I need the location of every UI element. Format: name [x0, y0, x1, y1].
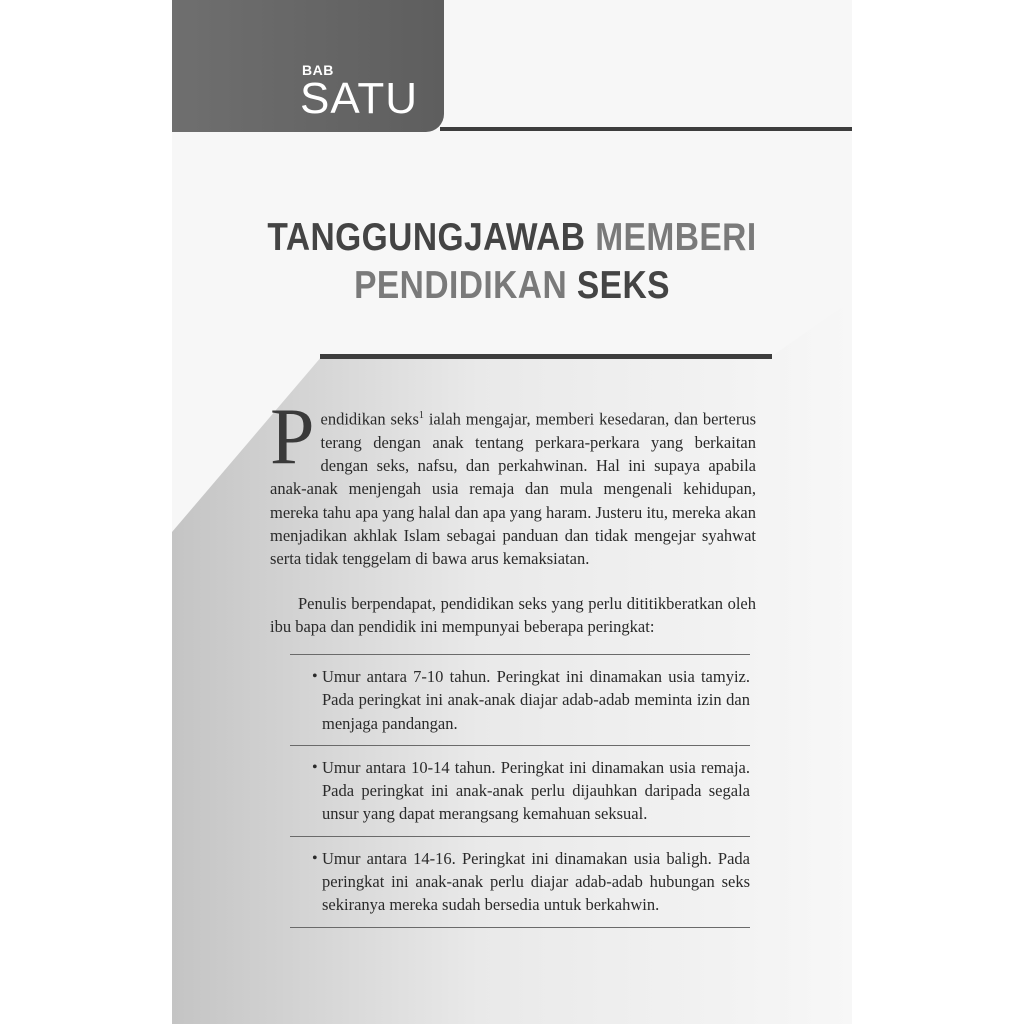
chapter-label-big: SATU: [300, 74, 419, 123]
chapter-label-small: BAB: [302, 62, 334, 78]
stage-text: Umur antara 14-16. Peringkat ini dinamakan usia baligh. Pada peringkat ini anak-anak perlu diajar adab-adab hubungan seks sekiranya mereka sudah bersedia untuk berkahwin.: [322, 848, 750, 915]
second-paragraph: Penulis berpendapat, pendidikan seks yang perlu dititikberatkan oleh ibu bapa dan pendidik ini mempunyai beberapa peringkat:: [270, 593, 756, 636]
bullet-icon: •: [312, 758, 318, 776]
bullet-icon: •: [312, 668, 318, 685]
list-item: [290, 655, 750, 745]
intro-text-rest: ialah mengajar, memberi kesedaran, dan berterus terang dengan anak tentang perkara-perkara yang berkaitan dengan seks, nafsu, dan perkahwinan. Hal ini supaya apabila anak-anak menjengah usia remaja dan mula mengenali kehidupan, mereka tahu apa yang halal dan apa yang haram. Justeru itu, mereka akan menjadikan akhlak Islam sebagai panduan dan tidak mengejar syahwat serta tidak tenggelam di bawa arus kemaksiatan.: [270, 409, 757, 569]
book-page: [172, 0, 852, 1024]
chapter-title: [220, 214, 805, 310]
list-item: [290, 746, 750, 836]
intro-paragraph: [270, 393, 757, 571]
bullet-icon: •: [312, 849, 318, 867]
header-rule: [440, 127, 852, 131]
title-part-1: TANGGUNGJAWAB: [267, 216, 586, 259]
drop-cap: P: [270, 393, 315, 481]
stage-text: Umur antara 7-10 tahun. Peringkat ini dinamakan usia tamyiz. Pada peringkat ini anak-anak diajar adab-adab meminta izin dan menjaga pandangan.: [322, 667, 750, 733]
title-part-2: MEMBERI: [595, 216, 757, 259]
section-rule: [320, 354, 772, 359]
stage-text: Umur antara 10-14 tahun. Peringkat ini dinamakan usia remaja. Pada peringkat ini anak-anak perlu dijauhkan daripada segala unsur yang dapat merangsang kemahuan seksual.: [322, 757, 750, 824]
list-divider: [290, 927, 750, 928]
body-text: [270, 393, 757, 638]
footnote-marker[interactable]: 1: [418, 410, 424, 421]
stages-list: [290, 654, 750, 928]
title-part-4: SEKS: [576, 264, 670, 307]
list-item: [290, 837, 750, 927]
intro-text-start: endidikan seks: [320, 409, 419, 429]
title-part-3: PENDIDIKAN: [354, 264, 568, 307]
